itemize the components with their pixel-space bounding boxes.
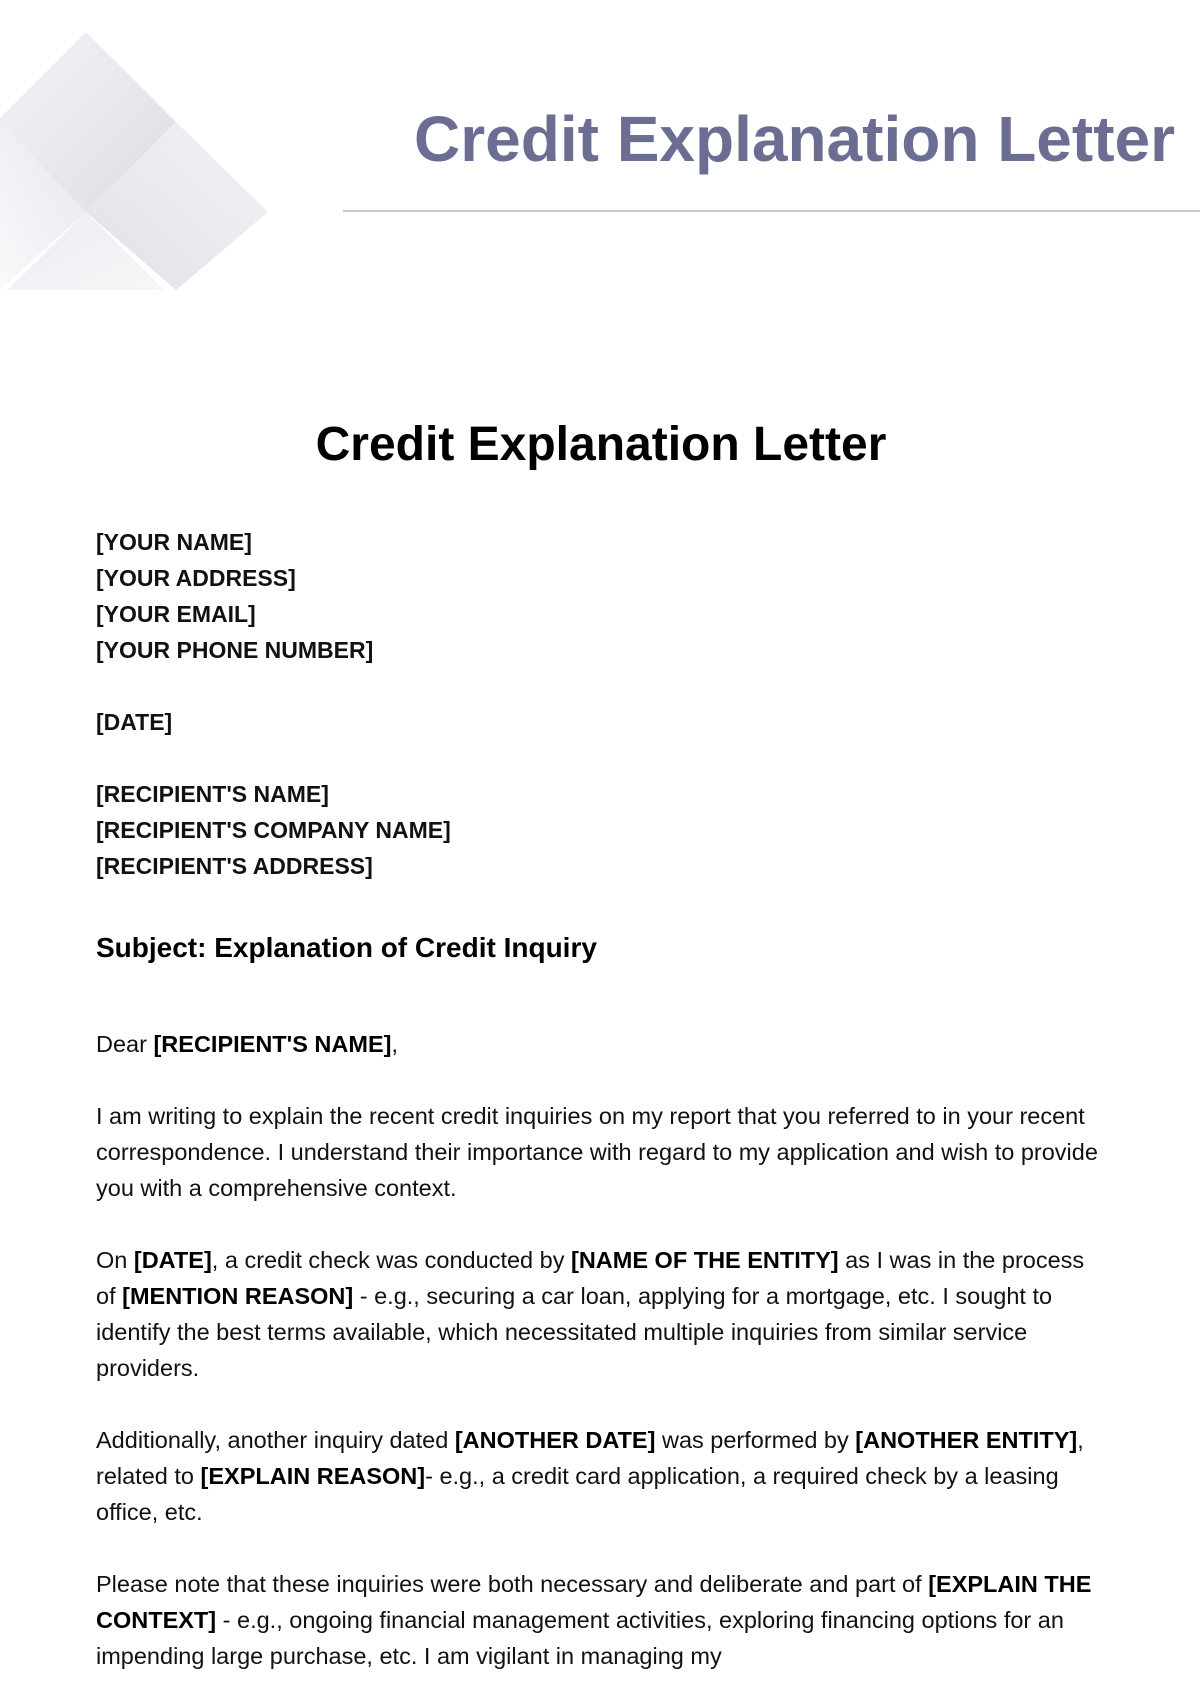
paragraph-3 (96, 1422, 1106, 1530)
p3-text-4: - e.g., a credit card application, a required check by a leasing office, etc. (96, 1463, 1059, 1525)
sender-block (96, 524, 1106, 668)
decorative-diamond-pattern (0, 0, 300, 300)
paragraph-2 (96, 1242, 1106, 1386)
spacer (96, 740, 1106, 776)
sender-name: [YOUR NAME] (96, 529, 252, 555)
p4-context-placeholder: [EXPLAIN THE CONTEXT] (96, 1571, 1092, 1633)
p3-text-3: , related to (96, 1427, 1084, 1489)
header-divider (343, 210, 1200, 212)
recipient-name: [RECIPIENT'S NAME] (96, 781, 329, 807)
p2-text-3: as I was in the process of (96, 1247, 1085, 1309)
paragraph-1: I am writing to explain the recent credit inquiries on my report that you referred to in your recent correspondence. I understand their importance with regard to my application and wish to provide you with a comprehensive context. (96, 1103, 1098, 1201)
recipient-block (96, 776, 1106, 884)
p3-text-2: was performed by (655, 1427, 856, 1453)
spacer (96, 668, 1106, 704)
sender-phone: [YOUR PHONE NUMBER] (96, 637, 374, 663)
p3-text-1: Additionally, another inquiry dated (96, 1427, 455, 1453)
p3-date-placeholder: [ANOTHER DATE] (454, 1427, 656, 1453)
salutation-prefix: Dear (96, 1031, 154, 1057)
salutation (96, 1026, 1106, 1062)
p3-reason-placeholder: [EXPLAIN REASON] (200, 1463, 426, 1489)
paragraph-4 (96, 1566, 1106, 1674)
p2-entity-placeholder: [NAME OF THE ENTITY] (571, 1247, 839, 1273)
recipient-company: [RECIPIENT'S COMPANY NAME] (96, 817, 451, 843)
p3-entity-placeholder: [ANOTHER ENTITY] (855, 1427, 1078, 1453)
letter-date: [DATE] (96, 709, 173, 735)
recipient-address: [RECIPIENT'S ADDRESS] (96, 853, 373, 879)
header-title: Credit Explanation Letter (414, 103, 1175, 175)
sender-email: [YOUR EMAIL] (96, 601, 256, 627)
sender-address: [YOUR ADDRESS] (96, 565, 296, 591)
p2-text-2: , a credit check was conducted by (211, 1247, 571, 1273)
salutation-name: [RECIPIENT'S NAME] (153, 1031, 392, 1057)
p4-text-2: - e.g., ongoing financial management activities, exploring financing options for an impending large purchase, etc. I am vigilant in managing my (96, 1607, 1064, 1669)
p2-text-4: - e.g., securing a car loan, applying for a mortgage, etc. I sought to identify the best terms available, which necessitated multiple inquiries from similar service providers. (96, 1283, 1053, 1381)
p2-reason-placeholder: [MENTION REASON] (122, 1283, 354, 1309)
p2-date-placeholder: [DATE] (133, 1247, 212, 1273)
date-block (96, 704, 1106, 740)
document-title: Credit Explanation Letter (315, 418, 887, 471)
salutation-suffix: , (391, 1031, 398, 1057)
letter-body (96, 414, 1106, 1701)
letter-subject: Subject: Explanation of Credit Inquiry (96, 932, 597, 963)
p2-text-1: On (96, 1247, 134, 1273)
p4-text-1: Please note that these inquiries were both necessary and deliberate and part of (96, 1571, 929, 1597)
